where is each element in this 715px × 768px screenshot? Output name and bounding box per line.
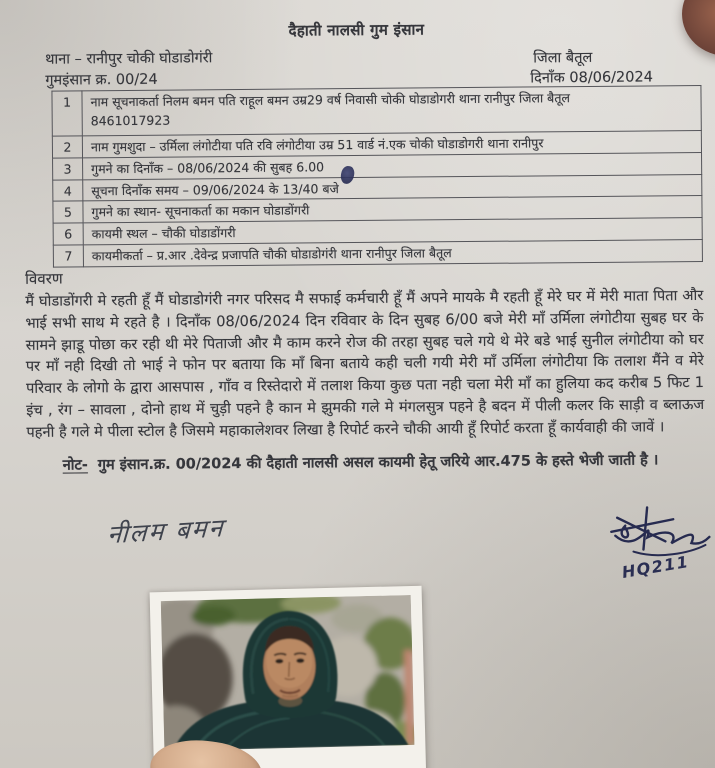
table-row bbox=[52, 86, 701, 137]
row-text: गुमने का दिनाँक – 08/06/2024 की सुबह 6.00 bbox=[83, 152, 702, 179]
row-number: 7 bbox=[53, 245, 83, 267]
row-number: 5 bbox=[53, 201, 83, 223]
info-table bbox=[51, 85, 703, 267]
district-line: जिला बैतूल bbox=[533, 49, 593, 67]
row-text: कायमीकर्ता – प्र.आर .देवेन्द्र प्रजापति चौकी घोडाडोगंरी थाना रानीपुर जिला बैतूल bbox=[83, 239, 702, 266]
note-label: नोट- bbox=[62, 457, 88, 474]
officer-signature bbox=[595, 505, 715, 606]
details-paragraph: मैं घोडाडोंगरी मे रहती हूँ मैं घोडाडोगंरी नगर परिसद मै सफाई कर्मचारी हूँ मैं अपने मायके मै रहती हूँ मेरे घर में मेरी माता पिता और भाई सभी साथ मे रहते है । दिनाँक 08/06/2024 दिन रविवार के दिन सुबह 6/00 बजे मेरी माँ उर्मिला लंगोटीया सुबह घर के सामने झाडू पोछा कर रही थी मेरे पिताजी और मै काम करने रोज की तरहा सुबह चले गये थे मेरे बडे भाई सुनील लंगोटीया को घर पर माँ नही दिखी तो भाई ने फोन पर बताया कि माँ बिना बताये कही चली गयी मेरी माँ उर्मिला लंगोटीया कि तलाश मैंने व मेरे परिवार के लोगो के द्वारा आसपास , गाँव व रिस्तेदारो में तलाश किया कुछ पता नही चला मेरी माँ का हुलिया कद करीब 5 फिट 1 इंच , रंग – सावला , दोनो हाथ में चुड़ी पहने है कान मे झुमकी गले मे मंगलसुत्र पहने है बदन में पीली कलर कि साड़ी व ब्लाऊज पहनी है गले मे पीला स्टोल है जिसमे महाकालेशवर लिखा है रिपोर्ट करने चौकी आयी हूँ रिपोर्ट करता हूँ कार्यवाही की जावें । bbox=[25, 286, 705, 441]
page-title: दैहाती नालसी गुम इंसान bbox=[288, 20, 425, 40]
row-text: कायमी स्थल – चौकी घोडाडोंगरी bbox=[83, 217, 702, 244]
row-text: सूचना दिनाँक समय – 09/06/2024 के 13/40 बजे bbox=[83, 174, 702, 201]
complainant-signature: नीलम बमन bbox=[106, 513, 226, 550]
row-number: 4 bbox=[53, 179, 83, 201]
thana-line: थाना – रानीपुर चोकी घोडाडोगंरी bbox=[45, 50, 213, 68]
row-number: 1 bbox=[52, 91, 82, 136]
note-text: गुम इंसान.क्र. 00/2024 की दैहाती नालसी असल कायमी हेतू जरिये आर.475 के हस्ते भेजी जाती है । bbox=[97, 452, 659, 474]
details-heading: विवरण bbox=[25, 269, 63, 288]
row-text: गुमने का स्थान- सूचनाकर्ता का मकान घोडाडोंगरी bbox=[83, 196, 702, 223]
row-text: नाम सूचनाकर्ता निलम बमन पति राहूल बमन उम्र29 वर्ष निवासी चोकी घोडाडोगरी थाना रानीपुर जिला बैतूल 8461017923 bbox=[82, 86, 701, 136]
row-number: 3 bbox=[53, 158, 83, 180]
date-line: दिनाँक 08/06/2024 bbox=[530, 69, 653, 87]
row-text: नाम गुमशुदा – उर्मिला लंगोटीया पति रवि लंगोटीया उम्र 51 वार्ड नं.एक चोकी घोडाडोगरी थाना रानीपुर bbox=[82, 130, 701, 157]
missing-person-portrait bbox=[161, 595, 415, 751]
note-line bbox=[63, 449, 703, 475]
officer-signature-code: HQ211 bbox=[620, 551, 691, 582]
case-number-line: गुमइंसान क्र. 00/24 bbox=[45, 71, 158, 89]
row-number: 2 bbox=[52, 136, 82, 158]
row-number: 6 bbox=[53, 223, 83, 245]
